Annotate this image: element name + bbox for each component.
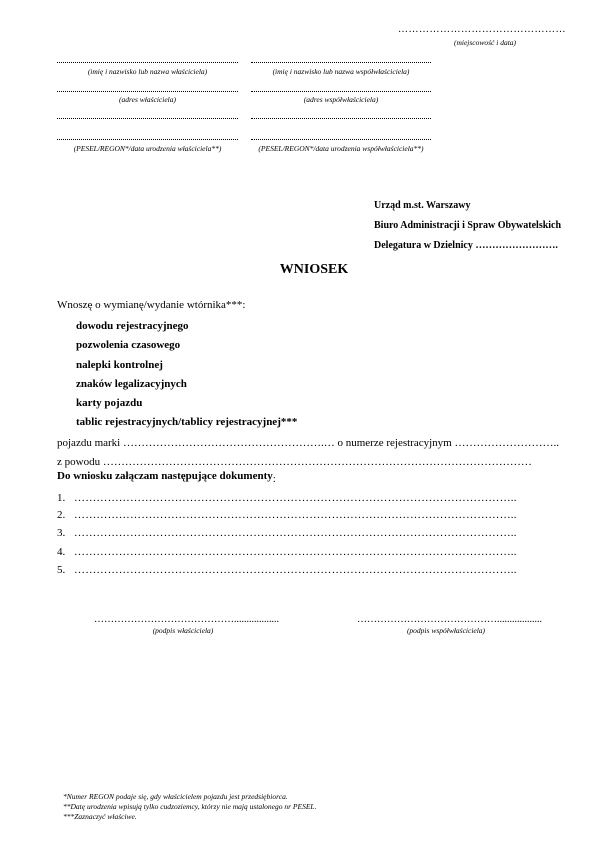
vehicle-brand-registration-line[interactable]: pojazdu marki ……………………………………………….… o numerze rejestracyjnym ……………………….. <box>57 437 559 449</box>
document-options-list <box>76 319 297 435</box>
owner-address-caption: (adres właściciela) <box>118 95 176 104</box>
coowner-signature-field[interactable]: …………………………………….................. <box>357 614 542 625</box>
document-option[interactable]: znaków legalizacyjnych <box>76 377 187 390</box>
owner-name-caption: (imię i nazwisko lub nazwa właściciela) <box>87 67 208 76</box>
owner-address-field[interactable] <box>57 90 238 92</box>
request-intro: Wnoszę o wymianę/wydanie wtórnika***: <box>57 299 246 311</box>
owner-signature-caption: (podpis właściciela) <box>152 626 214 635</box>
coowner-pesel-field[interactable] <box>251 138 431 140</box>
footnote-mark-appropriate: ***Zaznaczyć właściwe. <box>63 812 137 821</box>
attachment-field[interactable]: ……………………………………………………………………………………………………….. <box>74 509 517 521</box>
coowner-pesel-caption: (PESEL/REGON*/data urodzenia współwłaściciela**) <box>258 144 424 153</box>
coowner-name-caption: (imię i nazwisko lub nazwa współwłaściciela) <box>272 67 410 76</box>
owner-pesel-caption: (PESEL/REGON*/data urodzenia właściciela**) <box>73 144 222 153</box>
coowner-address-caption: (adres współwłaściciela) <box>303 95 379 104</box>
attachment-number: 2. <box>57 509 66 521</box>
attachments-heading-colon: : <box>272 473 276 485</box>
owner-signature-field[interactable]: …………………………………….................. <box>94 614 279 625</box>
attachment-number: 1. <box>57 492 66 504</box>
coowner-signature-caption: (podpis współwłaściciela) <box>406 626 486 635</box>
footnote-regon: *Numer REGON podaje się, gdy właścicielem pojazdu jest przedsiębiorca. <box>63 792 288 801</box>
owner-pesel-field[interactable] <box>57 138 238 140</box>
attachment-number: 3. <box>57 527 66 539</box>
attachments-heading <box>57 470 276 485</box>
owner-name-field[interactable] <box>57 61 238 63</box>
owner-address-field-2[interactable] <box>57 117 238 119</box>
attachments-heading-text: Do wniosku załączam następujące dokumenty <box>57 470 273 482</box>
document-option[interactable]: karty pojazdu <box>76 397 143 410</box>
coowner-address-field-2[interactable] <box>251 117 431 119</box>
coowner-address-field[interactable] <box>251 90 431 92</box>
coowner-name-field[interactable] <box>251 61 431 63</box>
office-line-1: Urząd m.st. Warszawy <box>374 200 471 211</box>
page-title: WNIOSEK <box>279 262 349 277</box>
office-line-2: Biuro Administracji i Spraw Obywatelskich <box>374 220 562 231</box>
attachment-field[interactable]: ……………………………………………………………………………………………………….. <box>74 527 517 539</box>
place-date-field[interactable]: ………………………………………… <box>398 24 566 35</box>
footnote-birthdate: **Datę urodzenia wpisują tylko cudzoziemcy, którzy nie mają ustalonego nr PESEL. <box>63 802 317 811</box>
attachment-field[interactable]: ……………………………………………………………………………………………………….. <box>74 492 517 504</box>
document-option[interactable]: pozwolenia czasowego <box>76 339 181 352</box>
document-option[interactable]: dowodu rejestracyjnego <box>76 320 189 332</box>
attachment-number: 5. <box>57 564 66 576</box>
document-option[interactable]: nalepki kontrolnej <box>76 358 163 371</box>
attachment-number: 4. <box>57 546 66 558</box>
document-option[interactable]: tablic rejestracyjnych/tablicy rejestracyjnej*** <box>76 416 298 429</box>
attachment-field[interactable]: ……………………………………………………………………………………………………….. <box>74 546 517 558</box>
office-line-3: Delegatura w Dzielnicy ……………………. <box>374 240 558 251</box>
place-date-caption: (miejscowość i data) <box>453 38 517 47</box>
reason-line[interactable]: z powodu ……………………………………………………………………………………………………… <box>57 456 532 468</box>
attachment-field[interactable]: ……………………………………………………………………………………………………….. <box>74 564 517 576</box>
